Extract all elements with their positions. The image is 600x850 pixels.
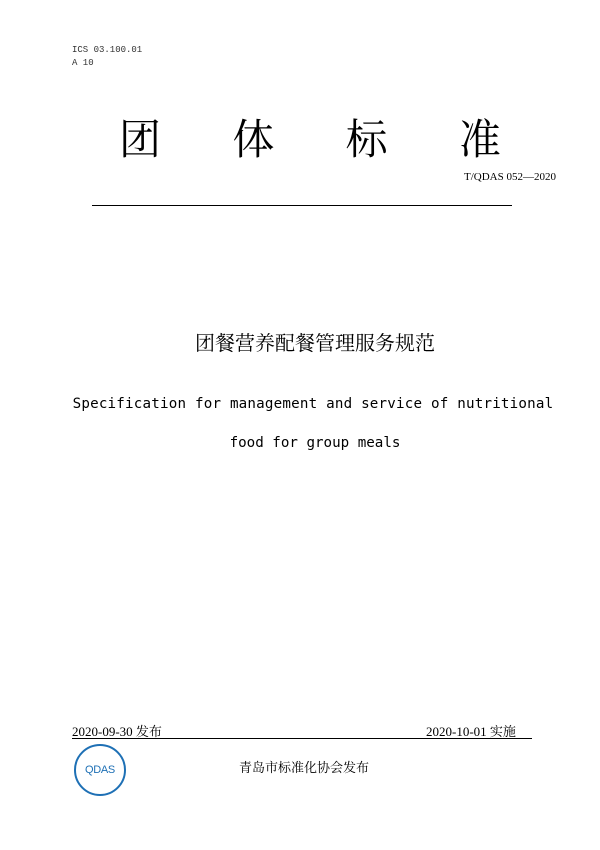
implement-date: 2020-10-01 实施 [426,724,516,739]
ccs-code: A 10 [72,58,94,68]
publisher: 青岛市标准化协会发布 [239,761,370,776]
qdas-logo [74,744,126,796]
standard-number: T/QDAS 052—2020 [464,171,556,183]
publish-date: 2020-09-30 发布 [72,724,162,739]
ics-code: ICS 03.100.01 [72,45,143,55]
document-title-cn: 团餐营养配餐管理服务规范 [195,331,435,355]
title-char: 标 [345,115,388,164]
standard-type-title [110,112,510,168]
title-char: 体 [232,115,275,164]
document-title-en-line1: Specification for management and service of nutritional [72,396,554,412]
title-divider [92,205,512,206]
logo-text: QDAS [85,764,115,776]
classification-codes [72,44,142,70]
document-title-en-line2: food for group meals [229,435,401,451]
title-char: 准 [458,115,501,164]
title-char: 团 [118,115,161,164]
